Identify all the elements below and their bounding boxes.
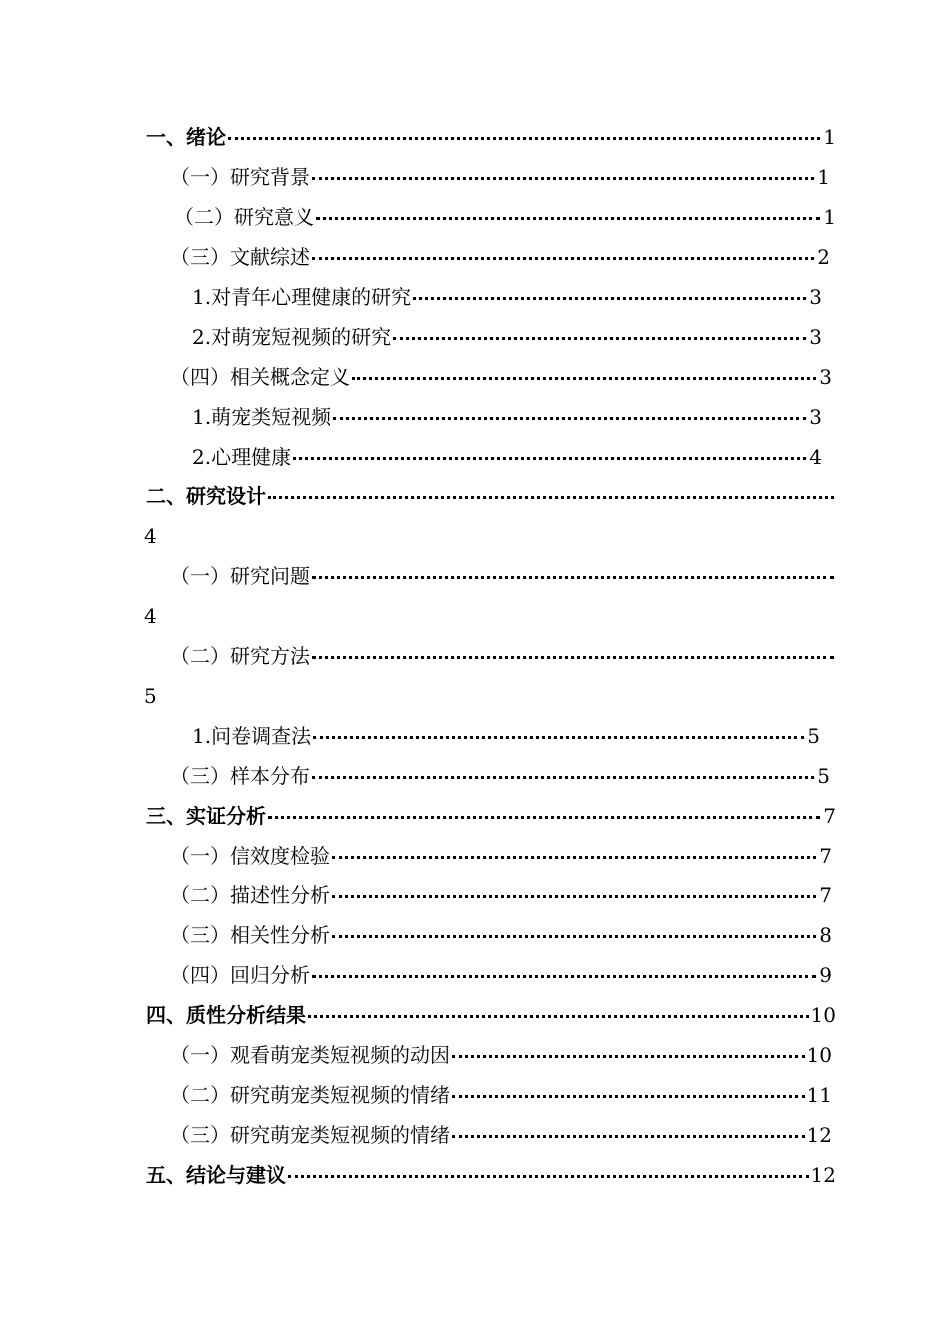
dot-leader xyxy=(228,122,820,152)
toc-entry-page: 3 xyxy=(809,325,822,349)
dot-leader xyxy=(312,960,816,990)
toc-entry[interactable] xyxy=(170,1120,832,1150)
toc-entry-title: （二）描述性分析 xyxy=(170,883,330,907)
toc-entry-title: 二、研究设计 xyxy=(146,484,266,508)
dot-leader xyxy=(312,761,814,791)
toc-entry-page: 10 xyxy=(810,1003,836,1027)
toc-entry-page: 12 xyxy=(806,1123,832,1147)
toc-entry-title: （二）研究意义 xyxy=(174,205,314,229)
toc-entry[interactable] xyxy=(192,402,822,432)
toc-entry-title: （三）相关性分析 xyxy=(170,923,330,947)
toc-entry-page: 1 xyxy=(823,205,836,229)
toc-entry-page: 5 xyxy=(807,724,820,748)
toc-entry[interactable] xyxy=(170,920,832,950)
dot-leader xyxy=(312,641,834,671)
toc-entry[interactable] xyxy=(170,1080,832,1110)
toc-entry-title: （一）研究问题 xyxy=(170,564,310,588)
toc-entry-page: 2 xyxy=(817,245,830,269)
toc-entry[interactable] xyxy=(146,1160,836,1190)
toc-entry[interactable] xyxy=(170,761,830,791)
dot-leader xyxy=(268,801,820,831)
toc-entry[interactable] xyxy=(170,561,836,591)
dot-leader xyxy=(413,282,806,312)
toc-entry-page: 11 xyxy=(806,1083,832,1107)
toc-entry-page: 8 xyxy=(819,923,832,947)
toc-entry-title: 五、结论与建议 xyxy=(146,1163,286,1187)
toc-entry-page: 4 xyxy=(809,445,822,469)
toc-entry[interactable] xyxy=(174,202,836,232)
dot-leader xyxy=(316,202,820,232)
dot-leader xyxy=(452,1080,805,1110)
dot-leader xyxy=(393,322,806,352)
toc-entry-title: 2.心理健康 xyxy=(192,445,292,469)
toc-entry[interactable] xyxy=(170,242,830,272)
toc-entry-title: （四）相关概念定义 xyxy=(170,365,350,389)
toc-entry-title: （二）研究萌宠类短视频的情绪 xyxy=(170,1083,450,1107)
toc-entry[interactable] xyxy=(146,122,836,152)
toc-entry-title: （三）文献综述 xyxy=(170,245,310,269)
toc-entry[interactable] xyxy=(170,162,830,192)
toc-entry-page: 7 xyxy=(819,844,832,868)
dot-leader xyxy=(332,880,816,910)
toc-entry-title: （二）研究方法 xyxy=(170,644,310,668)
toc-entry-title: 1.萌宠类短视频 xyxy=(192,405,332,429)
dot-leader xyxy=(313,721,804,751)
dot-leader xyxy=(312,561,834,591)
toc-entry[interactable] xyxy=(170,960,832,990)
dot-leader xyxy=(293,442,806,472)
toc-entry-page: 1 xyxy=(823,125,836,149)
toc-entry[interactable] xyxy=(170,880,832,910)
toc-entry-title: （一）信效度检验 xyxy=(170,844,330,868)
toc-entry-page: 3 xyxy=(809,405,822,429)
toc-entry[interactable] xyxy=(146,801,836,831)
toc-entry-page: 3 xyxy=(819,365,832,389)
dot-leader xyxy=(452,1120,805,1150)
dot-leader xyxy=(332,841,816,871)
toc-entry[interactable] xyxy=(170,641,836,671)
toc-entry[interactable] xyxy=(192,282,822,312)
toc-entry[interactable] xyxy=(192,322,822,352)
dot-leader xyxy=(352,362,816,392)
toc-entry-page: 10 xyxy=(806,1043,832,1067)
toc-entry[interactable] xyxy=(170,841,832,871)
toc-entry[interactable] xyxy=(170,1040,832,1070)
toc-entry-page: 7 xyxy=(823,804,836,828)
toc-entry-title: 2.对萌宠短视频的研究 xyxy=(192,325,392,349)
toc-entry-page: 7 xyxy=(819,883,832,907)
toc-entry-page: 5 xyxy=(817,764,830,788)
toc-entry-page: 3 xyxy=(809,285,822,309)
toc-entry-page: 4 xyxy=(144,524,157,548)
dot-leader xyxy=(312,162,814,192)
toc-entry-page: 9 xyxy=(819,963,832,987)
toc-entry-title: （三）样本分布 xyxy=(170,764,310,788)
toc-entry-title: 三、实证分析 xyxy=(146,804,266,828)
toc-entry-page: 4 xyxy=(144,604,157,628)
toc-entry-title: 四、质性分析结果 xyxy=(146,1003,306,1027)
toc-entry-title: 一、绪论 xyxy=(146,125,226,149)
toc-entry-page: 12 xyxy=(810,1163,836,1187)
toc-entry-page: 5 xyxy=(144,684,157,708)
toc-entry-title: （一）观看萌宠类短视频的动因 xyxy=(170,1043,450,1067)
dot-leader xyxy=(312,242,814,272)
toc-entry-title: 1.对青年心理健康的研究 xyxy=(192,285,412,309)
dot-leader xyxy=(268,481,834,511)
toc-entry-title: （四）回归分析 xyxy=(170,963,310,987)
toc-entry[interactable] xyxy=(146,1000,836,1030)
toc-entry[interactable] xyxy=(170,362,832,392)
toc-entry-page: 1 xyxy=(817,165,830,189)
toc-entry[interactable] xyxy=(192,442,822,472)
toc-entry[interactable] xyxy=(192,721,820,751)
dot-leader xyxy=(332,920,816,950)
toc-entry-title: （一）研究背景 xyxy=(170,165,310,189)
dot-leader xyxy=(333,402,806,432)
dot-leader xyxy=(288,1160,809,1190)
dot-leader xyxy=(308,1000,809,1030)
dot-leader xyxy=(452,1040,805,1070)
toc-entry-title: （三）研究萌宠类短视频的情绪 xyxy=(170,1123,450,1147)
toc-entry-title: 1.问卷调查法 xyxy=(192,724,312,748)
toc-entry[interactable] xyxy=(146,481,836,511)
